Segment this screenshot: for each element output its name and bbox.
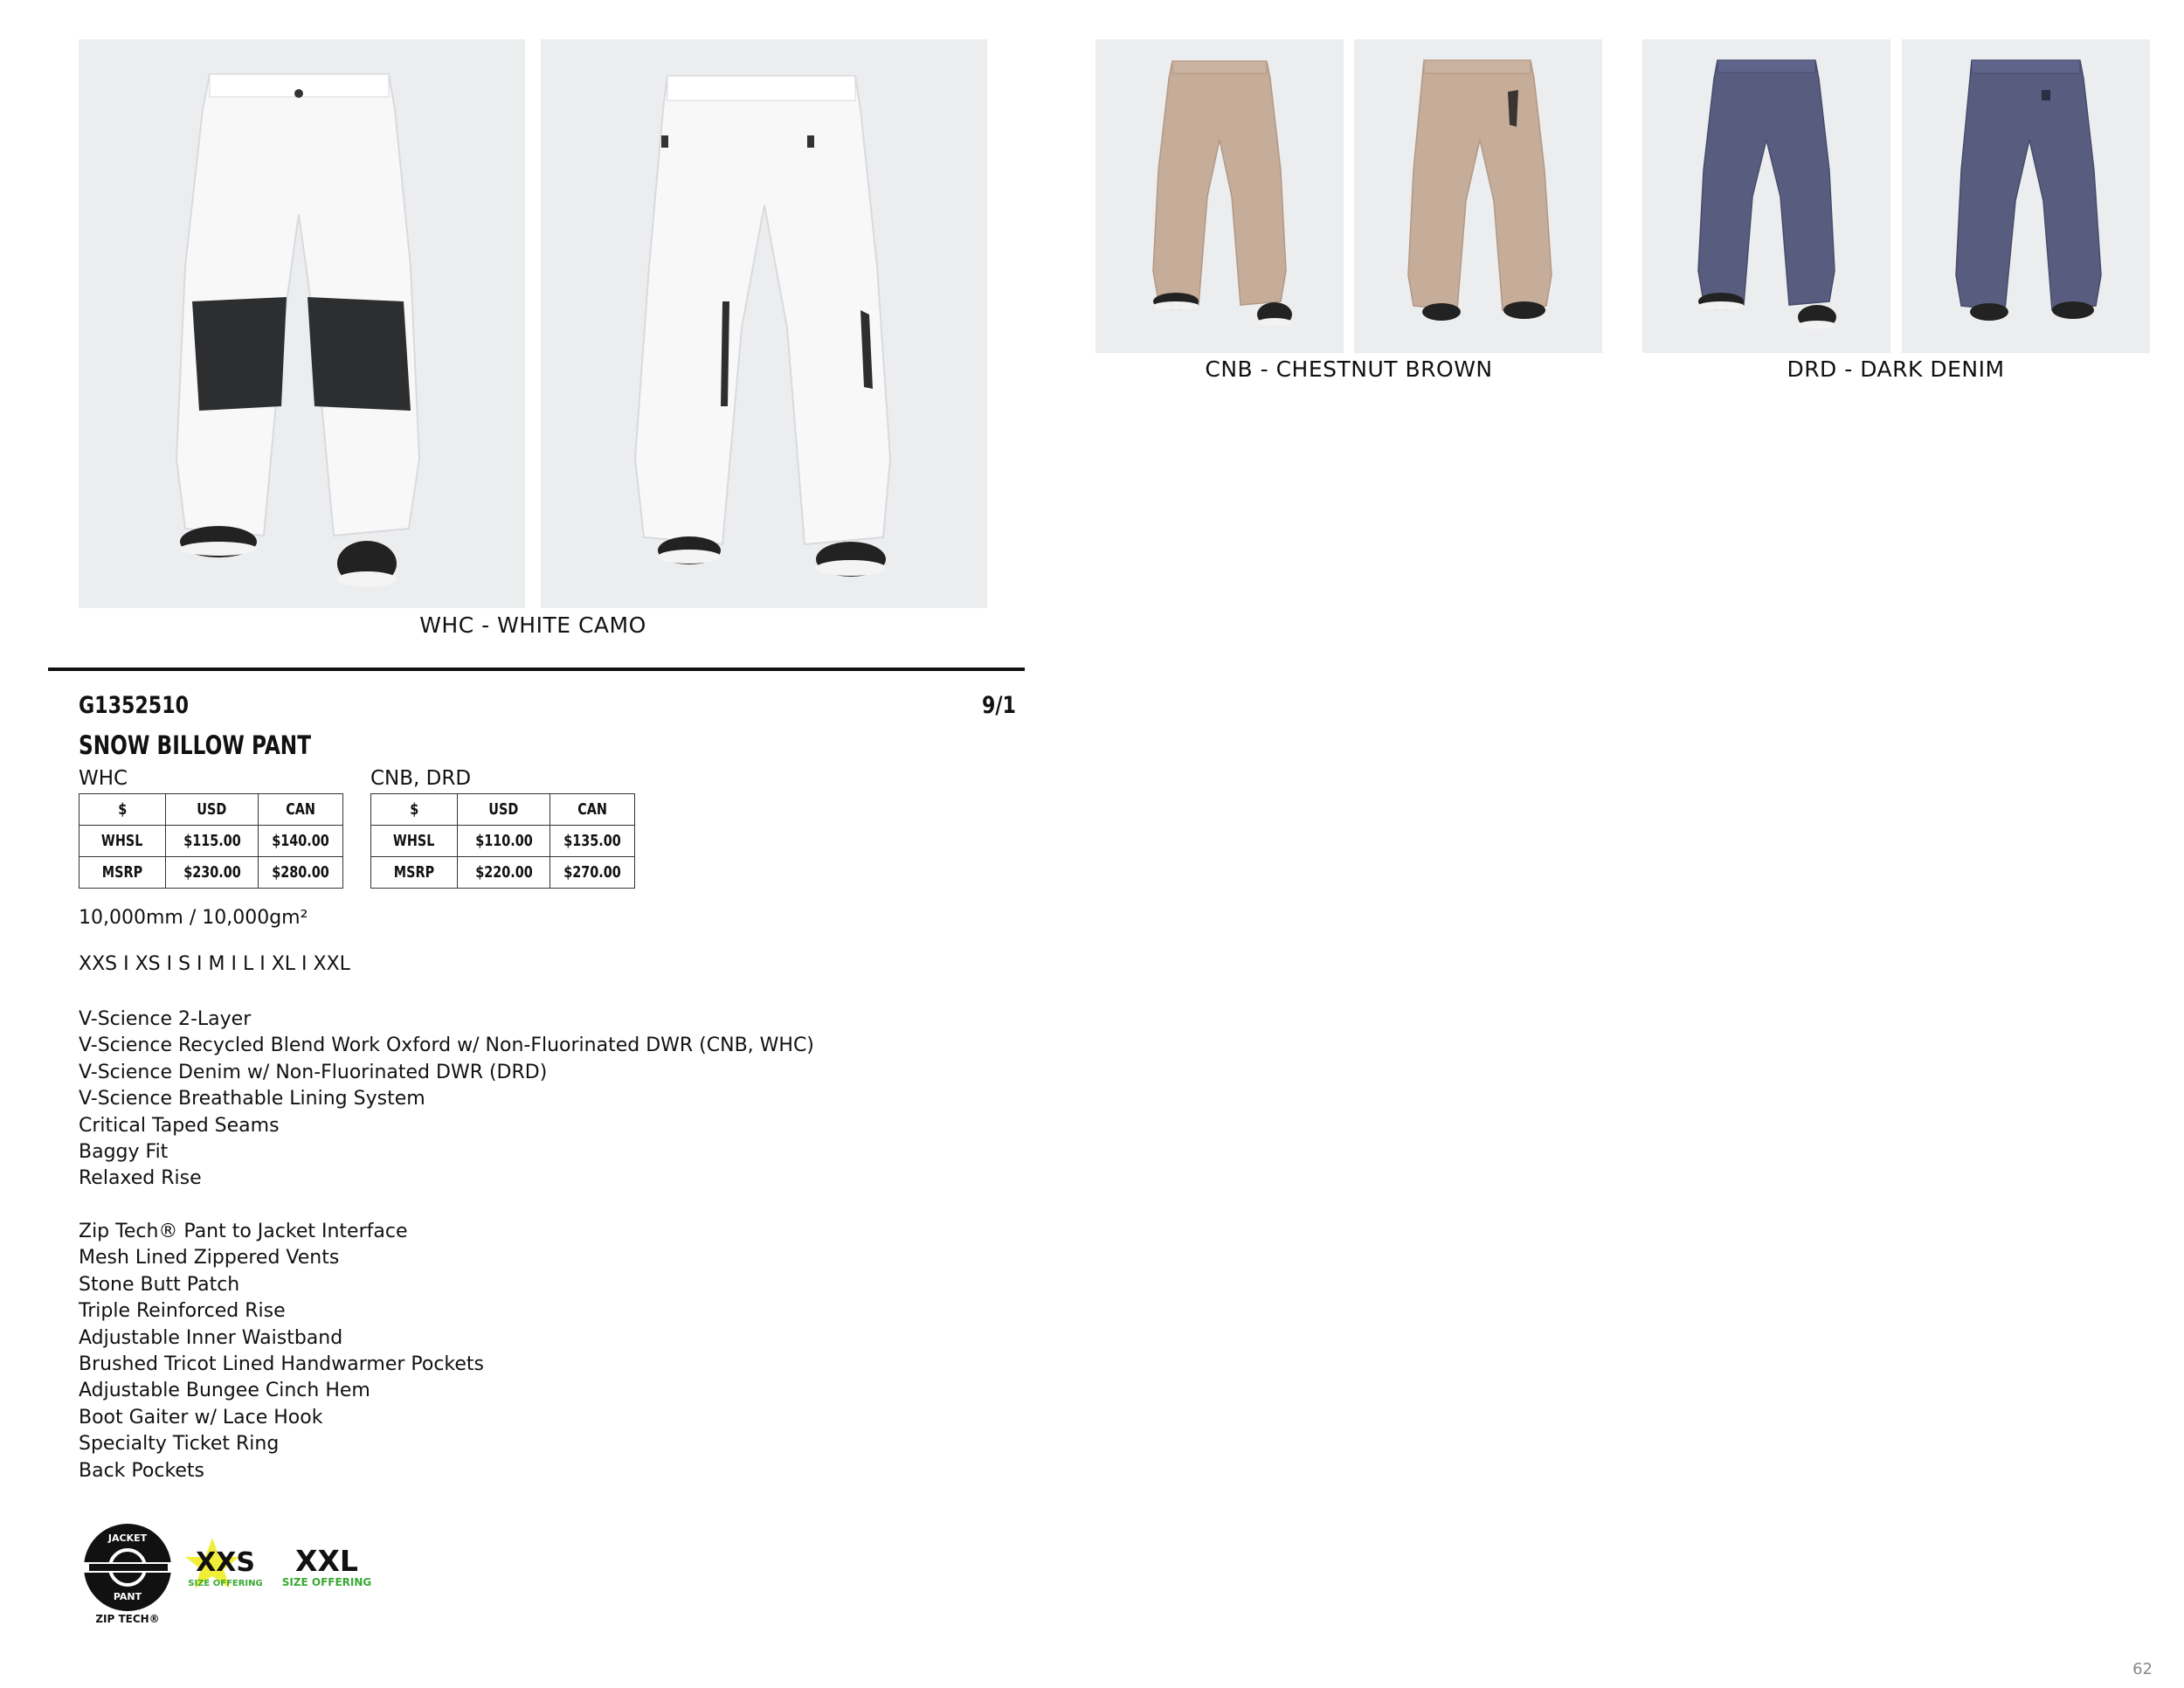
feature-item: Triple Reinforced Rise xyxy=(79,1300,286,1323)
price-table-label-cnb-drd: CNB, DRD xyxy=(370,767,472,790)
price-cell: MSRP xyxy=(101,863,143,882)
price-cell: MSRP xyxy=(393,863,435,882)
price-table-label-whc: WHC xyxy=(79,767,128,790)
product-sku: G1352510 xyxy=(79,692,190,719)
feature-item: Baggy Fit xyxy=(79,1141,169,1164)
price-cell: $110.00 xyxy=(474,832,533,850)
feature-item: Adjustable Inner Waistband xyxy=(79,1326,343,1349)
price-header-cell: USD xyxy=(197,800,227,819)
price-header-cell: CAN xyxy=(286,800,315,819)
feature-item: V-Science Breathable Lining System xyxy=(79,1088,425,1110)
feature-item: Critical Taped Seams xyxy=(79,1114,280,1137)
price-header-cell: CAN xyxy=(577,800,607,819)
feature-list-details xyxy=(79,1219,484,1484)
caption-whc: WHC - WHITE CAMO xyxy=(419,612,646,638)
price-table-header xyxy=(79,794,343,826)
page-number: 62 xyxy=(2132,1660,2153,1678)
xxs-sublabel: SIZE OFFERING xyxy=(188,1579,263,1588)
xxl-label: XXL xyxy=(295,1544,358,1578)
section-divider xyxy=(48,668,1025,671)
xxs-label: XXS xyxy=(196,1547,255,1578)
price-table-header xyxy=(371,794,635,826)
feature-item: Adjustable Bungee Cinch Hem xyxy=(79,1380,370,1402)
photo-whc-front xyxy=(79,39,525,608)
xxl-badge-icon xyxy=(282,1544,372,1588)
feature-item: Back Pockets xyxy=(79,1459,205,1482)
caption-drd: DRD - DARK DENIM xyxy=(1787,356,2005,382)
price-table-whc xyxy=(79,793,343,889)
ziptech-name: ZIP TECH® xyxy=(95,1613,160,1625)
price-cell: $220.00 xyxy=(474,863,533,882)
photo-cnb-front xyxy=(1095,39,1344,353)
feature-item: Specialty Ticket Ring xyxy=(79,1433,280,1456)
price-row-msrp xyxy=(371,857,635,889)
feature-list-materials xyxy=(79,1007,814,1193)
feature-badges xyxy=(77,1522,383,1627)
feature-item: Brushed Tricot Lined Handwarmer Pockets xyxy=(79,1353,485,1376)
feature-item: V-Science Denim w/ Non-Fluorinated DWR (DRD) xyxy=(79,1061,548,1083)
feature-item: Mesh Lined Zippered Vents xyxy=(79,1247,340,1269)
ziptech-bottom-label: PANT xyxy=(113,1591,142,1602)
feature-item: V-Science Recycled Blend Work Oxford w/ Non-Fluorinated DWR (CNB, WHC) xyxy=(79,1034,814,1057)
photo-whc-back xyxy=(541,39,987,608)
price-cell: $230.00 xyxy=(183,863,241,882)
price-cell: $115.00 xyxy=(183,832,241,850)
price-cell: $135.00 xyxy=(563,832,621,850)
price-cell: $270.00 xyxy=(563,863,621,882)
photo-cnb-back xyxy=(1354,39,1602,353)
price-row-whsl xyxy=(371,826,635,857)
price-row-msrp xyxy=(79,857,343,889)
price-row-whsl xyxy=(79,826,343,857)
xxs-badge-icon xyxy=(185,1538,263,1588)
feature-item: Relaxed Rise xyxy=(79,1167,202,1190)
feature-item: V-Science 2-Layer xyxy=(79,1008,252,1030)
xxl-sublabel: SIZE OFFERING xyxy=(281,1576,372,1588)
waterproof-rating: 10,000mm / 10,000gm² xyxy=(79,907,308,929)
ziptech-badge-icon xyxy=(80,1524,175,1625)
price-header-cell: USD xyxy=(488,800,519,819)
price-cell: $140.00 xyxy=(272,832,329,850)
product-season: 9/1 xyxy=(982,692,1016,719)
feature-item: Stone Butt Patch xyxy=(79,1273,240,1296)
price-header-cell: $ xyxy=(117,800,128,819)
product-name: SNOW BILLOW PANT xyxy=(79,730,312,760)
ziptech-top-label: JACKET xyxy=(107,1532,148,1544)
price-cell: $280.00 xyxy=(272,863,329,882)
caption-cnb: CNB - CHESTNUT BROWN xyxy=(1205,356,1493,382)
price-table-cnb-drd xyxy=(370,793,635,889)
feature-item: Boot Gaiter w/ Lace Hook xyxy=(79,1406,323,1429)
feature-item: Zip Tech® Pant to Jacket Interface xyxy=(79,1221,408,1242)
photo-drd-front xyxy=(1642,39,1890,353)
price-cell: WHSL xyxy=(393,832,435,850)
price-cell: WHSL xyxy=(101,832,143,850)
price-header-cell: $ xyxy=(409,800,419,819)
size-run: XXS I XS I S I M I L I XL I XXL xyxy=(79,953,350,975)
photo-drd-back xyxy=(1902,39,2150,353)
